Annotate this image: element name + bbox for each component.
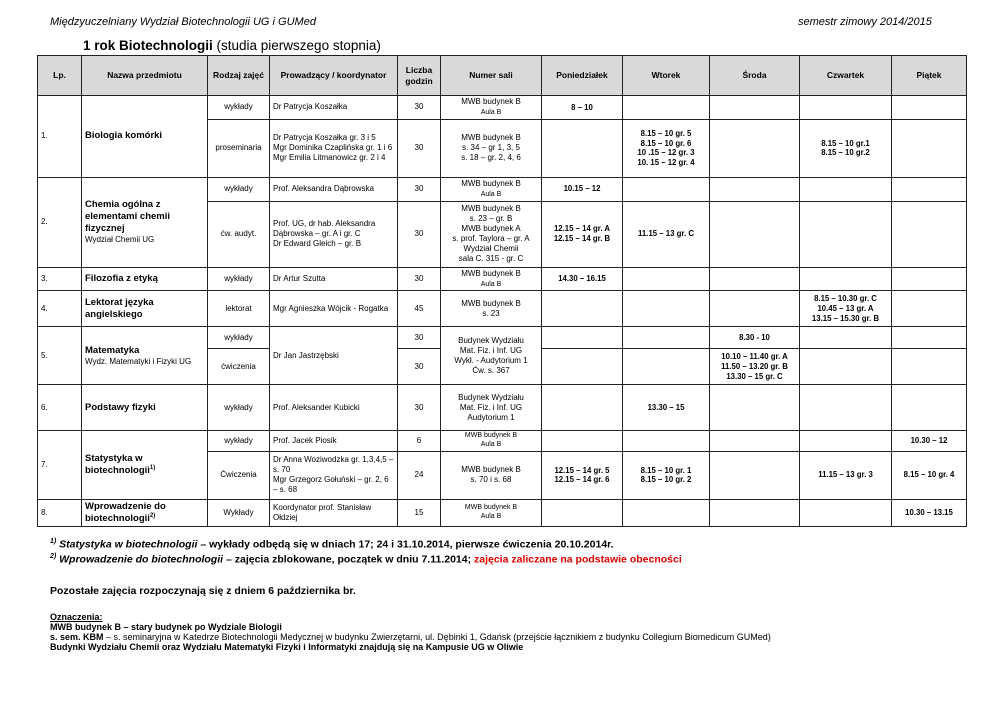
room: MWB budynek B s. 23 – gr. B MWB budynek A s. prof. Taylora – gr. A Wydział Chemii sala C. 315 - gr. C <box>441 201 542 267</box>
class-type: wykłady <box>208 327 270 349</box>
thursday-cell <box>800 96 892 120</box>
class-type: ćw. audyt. <box>208 201 270 267</box>
friday-cell: 8.15 – 10 gr. 4 <box>892 451 967 499</box>
monday-cell <box>542 431 623 452</box>
table-row <box>38 177 967 201</box>
friday-cell <box>892 291 967 327</box>
teacher: Prof. UG, dr hab. Aleksandra Dąbrowska – gr. A i gr. C Dr Edward Gleich – gr. B <box>270 201 398 267</box>
room: Budynek Wydziału Mat. Fiz. i Inf. UG Audytorium 1 <box>441 385 542 431</box>
wednesday-cell: 10.10 – 11.40 gr. A 11.50 – 13.20 gr. B 13.30 – 15 gr. C <box>710 349 800 385</box>
wednesday-cell <box>710 96 800 120</box>
monday-cell <box>542 291 623 327</box>
footnote-2: $^{2)}$ Wprowadzenie do biotechnologii – zajęcia zblokowane, początek w dniu 7.11.2014; zajęcia zaliczane na podstawie obecności <box>50 553 682 566</box>
hours: 24 <box>398 451 441 499</box>
tuesday-cell: 8.15 – 10 gr. 1 8.15 – 10 gr. 2 <box>623 451 710 499</box>
legend-heading: Oznaczenia: <box>50 612 103 622</box>
faculty-header: Międzyuczelniany Wydział Biotechnologii UG i GUMed <box>50 16 316 28</box>
thursday-cell <box>800 499 892 526</box>
friday-cell <box>892 349 967 385</box>
col-friday: Piątek <box>892 56 967 96</box>
hours: 15 <box>398 499 441 526</box>
teacher: Dr Artur Szutta <box>270 267 398 291</box>
timetable <box>37 55 967 527</box>
monday-cell <box>542 385 623 431</box>
thursday-cell <box>800 201 892 267</box>
col-lp: Lp. <box>38 56 82 96</box>
hours: 6 <box>398 431 441 452</box>
legend <box>50 612 771 652</box>
tuesday-cell: 11.15 – 13 gr. C <box>623 201 710 267</box>
teacher: Dr Patrycja Koszałka gr. 3 i 5 Mgr Dominika Czaplińska gr. 1 i 6 Mgr Emilia Litmanowicz gr. 2 i 4 <box>270 119 398 177</box>
subject-name: Statystyka w biotechnologii$^{1)}$ <box>82 431 208 500</box>
room: MWB budynek B s. 34 – gr 1, 3, 5 s. 18 – gr. 2, 4, 6 <box>441 119 542 177</box>
wednesday-cell <box>710 119 800 177</box>
thursday-cell <box>800 327 892 349</box>
row-lp: 6. <box>38 385 82 431</box>
tuesday-cell <box>623 499 710 526</box>
subject-name: Wprowadzenie do biotechnologii$^{2)}$ <box>82 499 208 526</box>
thursday-cell <box>800 431 892 452</box>
thursday-cell: 8.15 – 10 gr.1 8.15 – 10 gr.2 <box>800 119 892 177</box>
table-row <box>38 499 967 526</box>
col-monday: Poniedziałek <box>542 56 623 96</box>
subject-name: Biologia komórki <box>82 96 208 178</box>
teacher: Mgr Agnieszka Wójcik - Rogatka <box>270 291 398 327</box>
subject-name: Lektorat języka angielskiego <box>82 291 208 327</box>
class-type: Ćwiczenia <box>208 451 270 499</box>
thursday-cell: 11.15 – 13 gr. 3 <box>800 451 892 499</box>
legend-line: s. sem. KBM – s. seminaryjna w Katedrze Biotechnologii Medycznej w budynku Zwierzętarni, ul. Dębinki 1, Gdańsk (przejście łącznikiem z budynku Collegium Biomedicum GUMed) <box>50 632 771 642</box>
start-note: Pozostałe zajęcia rozpoczynają się z dniem 6 października br. <box>50 585 356 597</box>
class-type: wykłady <box>208 385 270 431</box>
table-row <box>38 267 967 291</box>
thursday-cell <box>800 385 892 431</box>
friday-cell <box>892 385 967 431</box>
wednesday-cell <box>710 385 800 431</box>
row-lp: 7. <box>38 431 82 500</box>
wednesday-cell <box>710 177 800 201</box>
teacher: Koordynator prof. Stanisław Ołdziej <box>270 499 398 526</box>
tuesday-cell: 8.15 – 10 gr. 5 8.15 – 10 gr. 6 10 .15 – 12 gr. 3 10. 15 – 12 gr. 4 <box>623 119 710 177</box>
hours: 30 <box>398 327 441 349</box>
room: MWB budynek B Aula B <box>441 499 542 526</box>
monday-cell: 12.15 – 14 gr. A 12.15 – 14 gr. B <box>542 201 623 267</box>
row-lp: 3. <box>38 267 82 291</box>
hours: 30 <box>398 267 441 291</box>
page-title: 1 rok Biotechnologii (studia pierwszego stopnia) <box>83 38 381 53</box>
table-row <box>38 431 967 452</box>
monday-cell <box>542 349 623 385</box>
monday-cell: 10.15 – 12 <box>542 177 623 201</box>
friday-cell <box>892 177 967 201</box>
hours: 30 <box>398 385 441 431</box>
tuesday-cell <box>623 291 710 327</box>
hours: 30 <box>398 119 441 177</box>
wednesday-cell <box>710 291 800 327</box>
wednesday-cell <box>710 201 800 267</box>
semester-header: semestr zimowy 2014/2015 <box>798 16 932 28</box>
teacher: Prof. Aleksander Kubicki <box>270 385 398 431</box>
room: MWB budynek B Aula B <box>441 267 542 291</box>
table-row <box>38 327 967 349</box>
wednesday-cell <box>710 267 800 291</box>
hours: 30 <box>398 177 441 201</box>
tuesday-cell: 13.30 – 15 <box>623 385 710 431</box>
friday-cell <box>892 96 967 120</box>
row-lp: 2. <box>38 177 82 267</box>
monday-cell: 12.15 – 14 gr. 5 12.15 – 14 gr. 6 <box>542 451 623 499</box>
class-type: wykłady <box>208 267 270 291</box>
wednesday-cell <box>710 451 800 499</box>
friday-cell <box>892 201 967 267</box>
room: MWB budynek B Aula B <box>441 177 542 201</box>
class-type: proseminaria <box>208 119 270 177</box>
row-lp: 1. <box>38 96 82 178</box>
subject-name: Podstawy fizyki <box>82 385 208 431</box>
room: Budynek Wydziału Mat. Fiz. i Inf. UG Wykł. - Audytorium 1 Ćw. s. 367 <box>441 327 542 385</box>
room: MWB budynek B s. 23 <box>441 291 542 327</box>
monday-cell <box>542 119 623 177</box>
row-lp: 5. <box>38 327 82 385</box>
tuesday-cell <box>623 349 710 385</box>
monday-cell: 14.30 – 16.15 <box>542 267 623 291</box>
wednesday-cell <box>710 499 800 526</box>
class-type: wykłady <box>208 96 270 120</box>
room: MWB budynek B Aula B <box>441 431 542 452</box>
teacher: Dr Anna Woziwodzka gr. 1,3,4,5 – s. 70 Mgr Grzegorz Gołuński – gr. 2, 6 – s. 68 <box>270 451 398 499</box>
subject-name: Filozofia z etyką <box>82 267 208 291</box>
friday-cell: 10.30 – 13.15 <box>892 499 967 526</box>
table-row <box>38 385 967 431</box>
row-lp: 4. <box>38 291 82 327</box>
hours: 30 <box>398 96 441 120</box>
thursday-cell <box>800 177 892 201</box>
legend-line: Budynki Wydziału Chemii oraz Wydziału Matematyki Fizyki i Informatyki znajdują się na Kampusie UG w Oliwie <box>50 642 524 652</box>
table-row <box>38 96 967 120</box>
subject-name: Chemia ogólna z elementami chemii fizycznej Wydział Chemii UG <box>82 177 208 267</box>
teacher: Prof. Aleksandra Dąbrowska <box>270 177 398 201</box>
class-type: wykłady <box>208 431 270 452</box>
class-type: lektorat <box>208 291 270 327</box>
monday-cell <box>542 499 623 526</box>
tuesday-cell <box>623 267 710 291</box>
hours: 45 <box>398 291 441 327</box>
room: MWB budynek B s. 70 i s. 68 <box>441 451 542 499</box>
tuesday-cell <box>623 177 710 201</box>
col-thursday: Czwartek <box>800 56 892 96</box>
subject-name: Matematyka Wydz. Matematyki i Fizyki UG <box>82 327 208 385</box>
wednesday-cell <box>710 431 800 452</box>
tuesday-cell <box>623 96 710 120</box>
friday-cell <box>892 327 967 349</box>
monday-cell <box>542 327 623 349</box>
teacher: Dr Patrycja Koszałka <box>270 96 398 120</box>
thursday-cell: 8.15 – 10.30 gr. C 10.45 – 13 gr. A 13.15 – 15.30 gr. B <box>800 291 892 327</box>
friday-cell <box>892 119 967 177</box>
table-header-row <box>38 56 967 96</box>
wednesday-cell: 8.30 - 10 <box>710 327 800 349</box>
legend-line: MWB budynek B – stary budynek po Wydziale Biologii <box>50 622 282 632</box>
friday-cell: 10.30 – 12 <box>892 431 967 452</box>
thursday-cell <box>800 267 892 291</box>
monday-cell: 8 – 10 <box>542 96 623 120</box>
col-wednesday: Środa <box>710 56 800 96</box>
hours: 30 <box>398 201 441 267</box>
thursday-cell <box>800 349 892 385</box>
col-subject: Nazwa przedmiotu <box>82 56 208 96</box>
footnote-1: $^{1)}$ Statystyka w biotechnologii – wykłady odbędą się w dniach 17; 24 i 31.10.2014, pierwsze ćwiczenia 20.10.2014r. <box>50 538 614 551</box>
table-row <box>38 291 967 327</box>
col-room: Numer sali <box>441 56 542 96</box>
row-lp: 8. <box>38 499 82 526</box>
teacher: Prof. Jacek Piosik <box>270 431 398 452</box>
col-tuesday: Wtorek <box>623 56 710 96</box>
class-type: wykłady <box>208 177 270 201</box>
tuesday-cell <box>623 327 710 349</box>
teacher: Dr Jan Jastrzębski <box>270 327 398 385</box>
class-type: Wykłady <box>208 499 270 526</box>
col-hours: Liczba godzin <box>398 56 441 96</box>
room: MWB budynek B Aula B <box>441 96 542 120</box>
friday-cell <box>892 267 967 291</box>
tuesday-cell <box>623 431 710 452</box>
class-type: ćwiczenia <box>208 349 270 385</box>
col-type: Rodzaj zajęć <box>208 56 270 96</box>
hours: 30 <box>398 349 441 385</box>
col-teacher: Prowadzący / koordynator <box>270 56 398 96</box>
